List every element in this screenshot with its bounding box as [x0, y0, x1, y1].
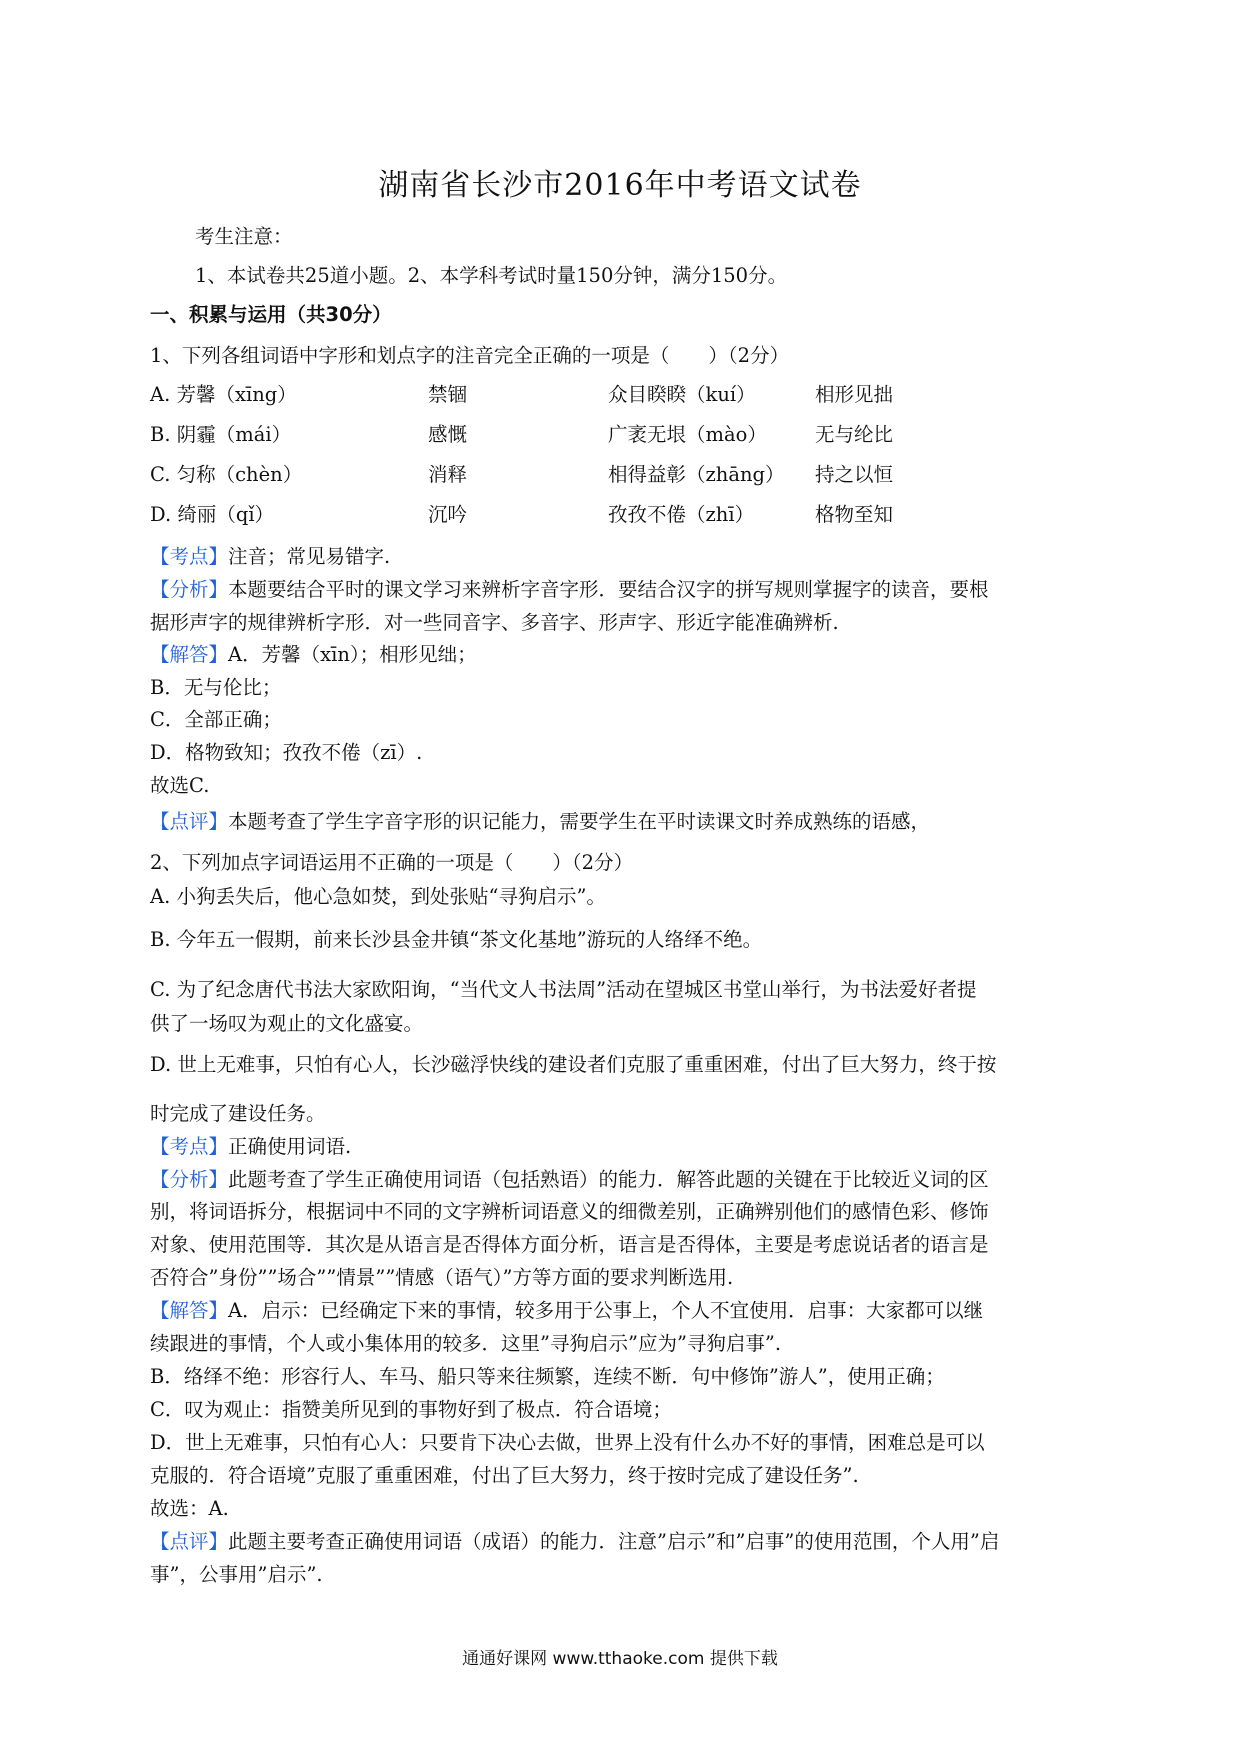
q1-option-a-2: 禁锢 — [428, 383, 468, 406]
q1-option-b-1: B. 阴霾（mái） — [150, 423, 292, 446]
q2-dianping-text-1: 此题主要考查正确使用词语（成语）的能力．注意”启示”和”启事”的使用范围，个人用”启 — [228, 1530, 1000, 1553]
q2-jieda-text-3: B．络绎不绝：形容行人、车马、船只等来往频繁，连续不断．句中修饰”游人”，使用正确； — [150, 1365, 945, 1388]
q2-option-d-2: 时完成了建设任务。 — [150, 1102, 326, 1125]
q1-option-a-3: 众目睽睽（kuí） — [608, 383, 756, 406]
q2-jieda — [150, 1301, 983, 1321]
q2-dianping — [150, 1532, 999, 1552]
q2-jieda-text-6: 克服的．符合语境”克服了重重困难，付出了巨大努力，终于按时完成了建设任务”. — [150, 1464, 859, 1487]
q1-option-a-4: 相形见拙 — [815, 383, 894, 406]
notice-label: 考生注意： — [195, 225, 293, 248]
jieda-tag: 【解答】 — [150, 1299, 229, 1322]
q1-dianping — [150, 812, 930, 832]
q1-jieda-text-4: D．格物致知；孜孜不倦（zī）. — [150, 741, 423, 764]
q1-option-d-1: D. 绮丽（qǐ） — [150, 503, 275, 526]
footer-credit: 通通好课网 www.tthaoke.com 提供下载 — [462, 1649, 778, 1669]
q2-option-b: B. 今年五一假期，前来长沙县金井镇“茶文化基地”游玩的人络绎不绝。 — [150, 928, 763, 951]
q1-option-c-1: C. 匀称（chèn） — [150, 463, 303, 486]
q1-fenxi-text-1: 本题要结合平时的课文学习来辨析字音字形．要结合汉字的拼写规则掌握字的读音，要根 — [228, 578, 989, 601]
fenxi-tag: 【分析】 — [150, 1168, 229, 1191]
q1-fenxi-text-2: 据形声字的规律辨析字形．对一些同音字、多音字、形声字、形近字能准确辨析. — [150, 611, 839, 634]
q1-option-b-2: 感慨 — [428, 423, 468, 446]
q1-option-d-4: 格物至知 — [815, 503, 894, 526]
q1-jieda-text-3: C．全部正确； — [150, 708, 282, 731]
q1-dianping-text: 本题考查了学生字音字形的识记能力，需要学生在平时读课文时养成熟练的语感， — [228, 810, 931, 833]
q2-dianping-text-2: 事”，公事用”启示”. — [150, 1563, 323, 1586]
q1-option-d-2: 沉吟 — [428, 503, 468, 526]
kaodian-tag: 【考点】 — [150, 1135, 229, 1158]
q2-option-a: A. 小狗丢失后，他心急如焚，到处张贴“寻狗启示”。 — [150, 885, 606, 908]
q1-jieda-text-2: B．无与伦比； — [150, 676, 282, 699]
q2-jieda-text-7: 故选：A. — [150, 1497, 229, 1520]
q1-kaodian-text: 注音；常见易错字. — [228, 545, 391, 568]
q2-jieda-text-2: 续跟进的事情，个人或小集体用的较多．这里”寻狗启示”应为”寻狗启事”. — [150, 1332, 782, 1355]
jieda-tag: 【解答】 — [150, 643, 229, 666]
q1-fenxi — [150, 580, 989, 600]
q2-stem: 2、下列加点字词语运用不正确的一项是（ ）（2分） — [150, 851, 634, 874]
q2-fenxi-text-4: 否符合”身份””场合””情景””情感（语气）”方等方面的要求判断选用. — [150, 1266, 734, 1289]
notice-text: 1、本试卷共25道小题。2、本学科考试时量150分钟，满分150分。 — [195, 264, 788, 287]
q2-option-d-1: D. 世上无难事，只怕有心人，长沙磁浮快线的建设者们克服了重重困难，付出了巨大努力，终于按 — [150, 1053, 997, 1076]
q2-kaodian-text: 正确使用词语. — [228, 1135, 352, 1158]
q1-jieda — [150, 645, 477, 665]
q2-fenxi-text-1: 此题考查了学生正确使用词语（包括熟语）的能力．解答此题的关键在于比较近义词的区 — [228, 1168, 989, 1191]
fenxi-tag: 【分析】 — [150, 578, 229, 601]
q1-option-a-1: A. 芳馨（xīng） — [150, 383, 297, 406]
q2-jieda-text-1: A．启示：已经确定下来的事情，较多用于公事上，个人不宜使用．启事：大家都可以继 — [228, 1299, 984, 1322]
q1-jieda-text-5: 故选C. — [150, 774, 210, 797]
dianping-tag: 【点评】 — [150, 1530, 229, 1553]
q1-jieda-text-1: A．芳馨（xīn）；相形见绌； — [228, 643, 477, 666]
q2-kaodian — [150, 1137, 351, 1157]
q2-fenxi-text-3: 对象、使用范围等．其次是从语言是否得体方面分析，语言是否得体，主要是考虑说话者的语言是 — [150, 1233, 989, 1256]
q1-option-d-3: 孜孜不倦（zhī） — [608, 503, 755, 526]
q2-jieda-text-5: D．世上无难事，只怕有心人：只要肯下决心去做，世界上没有什么办不好的事情，困难总是可以 — [150, 1431, 985, 1454]
q1-option-b-4: 无与纶比 — [815, 423, 894, 446]
q1-option-b-3: 广袤无垠（mào） — [608, 423, 767, 446]
q2-option-c-1: C. 为了纪念唐代书法大家欧阳询，“当代文人书法周”活动在望城区书堂山举行，为书法爱好者提 — [150, 978, 977, 1001]
q1-option-c-2: 消释 — [428, 463, 468, 486]
q2-jieda-text-4: C．叹为观止：指赞美所见到的事物好到了极点．符合语境； — [150, 1398, 672, 1421]
section-heading: 一、积累与运用（共30分） — [150, 303, 392, 326]
kaodian-tag: 【考点】 — [150, 545, 229, 568]
q1-option-c-3: 相得益彰（zhāng） — [608, 463, 785, 486]
q1-option-c-4: 持之以恒 — [815, 463, 894, 486]
q2-fenxi-text-2: 别，将词语拆分，根据词中不同的文字辨析词语意义的细微差别，正确辨别他们的感情色彩、修饰 — [150, 1200, 989, 1223]
q1-kaodian — [150, 547, 390, 567]
dianping-tag: 【点评】 — [150, 810, 229, 833]
q1-stem: 1、下列各组词语中字形和划点字的注音完全正确的一项是（ ）（2分） — [150, 344, 790, 367]
q2-option-c-2: 供了一场叹为观止的文化盛宴。 — [150, 1012, 424, 1035]
q2-fenxi — [150, 1170, 989, 1190]
document-title: 湖南省长沙市2016年中考语文试卷 — [378, 168, 862, 203]
